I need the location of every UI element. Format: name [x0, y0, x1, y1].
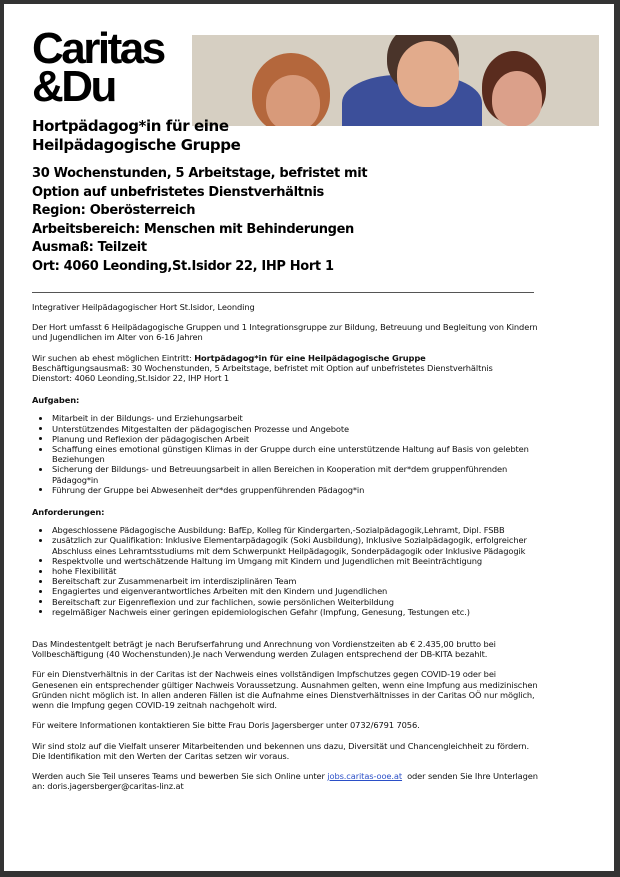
- fact-hours-1: 30 Wochenstunden, 5 Arbeitstage, befristet mit: [32, 166, 368, 181]
- covid-text: Für ein Dienstverhältnis in der Caritas ist der Nachweis eines vollständigen Impfschutzes gegen COVID-19 oder bei Genesenen ein entsprechender gültiger Nachweis Voraussetzung. Ausnahmen gelten, wenn eine Impfung aus medizinischen Gründen nicht möglich ist. In allen anderen Fällen ist die Aufnahme eines Dienstverhältnisses in der Caritas OÖ nur möglich, wenn die Impfung gegen COVID-19 zeitnah nachgeholt wird.: [32, 669, 538, 711]
- list-item: Unterstützendes Mitgestalten der pädagogischen Prozesse und Angebote: [52, 424, 542, 434]
- list-item: Bereitschaft zur Eigenreflexion und zur fachlichen, sowie persönlichen Weiterbildung: [52, 597, 542, 607]
- job-description: [32, 302, 542, 801]
- list-item: hohe Flexibilität: [52, 566, 542, 576]
- fact-hours-2: Option auf unbefristetes Dienstverhältnis: [32, 184, 324, 200]
- person-middle-face: [397, 41, 459, 107]
- fact-region: Region: Oberösterreich: [32, 203, 196, 219]
- fact-location: Ort: 4060 Leonding,St.Isidor 22, IHP Hort 1: [32, 258, 334, 274]
- tasks-list: [32, 413, 542, 495]
- salary-text: Das Mindestentgelt beträgt je nach Berufserfahrung und Anrechnung von Vordienstzeiten ab € 2.435,00 brutto bei Vollbeschäftigung (40 Wochenstunden).Je nach Verwendung werden Zulagen entsprechend der DB-KITA bezahlt.: [32, 639, 496, 660]
- list-item: Bereitschaft zur Zusammenarbeit im interdisziplinären Team: [52, 576, 542, 586]
- apply-text: [32, 771, 542, 791]
- description-text: Der Hort umfasst 6 Heilpädagogische Gruppen und 1 Integrationsgruppe zur Bildung, Betreuung und Begleitung von Kindern und Jugendlichen im Alter von 6-16 Jahren: [32, 322, 538, 343]
- logo-line-1: Caritas: [32, 24, 164, 73]
- caritas-logo: [32, 24, 164, 111]
- divider: [32, 292, 534, 293]
- search-prefix: Wir suchen ab ehest möglichen Eintritt:: [32, 352, 195, 363]
- apply-suffix: oder senden Sie Ihre Unterlagen an: doris.jagersberger@caritas-linz.at: [32, 770, 541, 792]
- fact-work-area: Arbeitsbereich: Menschen mit Behinderungen: [32, 221, 354, 237]
- person-left-face: [266, 75, 320, 126]
- job-title-line-1: Hortpädagog*in für eine: [32, 117, 229, 135]
- banner-photo: [192, 35, 599, 126]
- search-position: Hortpädagog*in für eine Heilpädagogische Gruppe: [194, 352, 426, 363]
- job-facts: [32, 165, 367, 277]
- list-item: Respektvolle und wertschätzende Haltung im Umgang mit Kindern und Jugendlichen mit Beeinträchtigung: [52, 556, 542, 566]
- tasks-heading: Aufgaben:: [32, 395, 80, 406]
- requirements-list: [32, 525, 542, 617]
- list-item: Engagiertes und eigenverantwortliches Arbeiten mit den Kindern und Jugendlichen: [52, 586, 542, 596]
- workplace: Dienstort: 4060 Leonding,St.Isidor 22, IHP Hort 1: [32, 373, 230, 384]
- list-item: Schaffung eines emotional günstigen Klimas in der Gruppe durch eine unterstützende Haltung auf Basis von gelebten Beziehungen: [52, 444, 542, 464]
- fact-extent: Ausmaß: Teilzeit: [32, 240, 147, 256]
- job-posting-page: [4, 4, 614, 871]
- job-title: [32, 117, 240, 155]
- list-item: zusätzlich zur Qualifikation: Inklusive Elementarpädagogik (Soki Ausbildung), Inklusive Sozialpädagogik, erfolgreicher Abschluss eines Lehramtsstudiums mit dem Schwerpunkt Heilpädagogik, Sonderpädagogik oder Inklusive Pädagogik: [52, 535, 542, 555]
- list-item: Mitarbeit in der Bildungs- und Erziehungsarbeit: [52, 413, 542, 423]
- person-right-face: [492, 71, 542, 126]
- contact-text: Für weitere Informationen kontaktieren Sie bitte Frau Doris Jagersberger unter 0732/6791 7056.: [32, 720, 420, 731]
- list-item: Führung der Gruppe bei Abwesenheit der*des gruppenführenden Pädagog*in: [52, 485, 542, 495]
- intro-text: Integrativer Heilpädagogischer Hort St.Isidor, Leonding: [32, 302, 255, 312]
- list-item: Sicherung der Bildungs- und Betreuungsarbeit in allen Bereichen in Kooperation mit der*dem gruppenführenden Pädagog*in: [52, 464, 542, 484]
- job-title-line-2: Heilpädagogische Gruppe: [32, 136, 241, 154]
- list-item: regelmäßiger Nachweis einer geringen epidemiologischen Gefahr (Impfung, Genesung, Testungen etc.): [52, 607, 542, 617]
- diversity-text: Wir sind stolz auf die Vielfalt unserer Mitarbeitenden und bekennen uns dazu, Diversität und Chancengleichheit zu fördern. Die Identifikation mit den Werten der Caritas setzen wir voraus.: [32, 740, 529, 761]
- list-item: Abgeschlossene Pädagogische Ausbildung: BafEp, Kolleg für Kindergarten,-Sozialpädagogik,Lehramt, Dipl. FSBB: [52, 525, 542, 535]
- list-item: Planung und Reflexion der pädagogischen Arbeit: [52, 434, 542, 444]
- search-block: [32, 353, 542, 384]
- employment-extent: Beschäftigungsausmaß: 30 Wochenstunden, 5 Arbeitstage, befristet mit Option auf unbefristetes Dienstverhältnis: [32, 362, 493, 373]
- requirements-heading: Anforderungen:: [32, 507, 105, 518]
- apply-prefix: Werden auch Sie Teil unseres Teams und bewerben Sie sich Online unter: [32, 770, 328, 781]
- logo-line-2: &Du: [32, 62, 115, 111]
- jobs-link[interactable]: jobs.caritas-ooe.at: [327, 770, 403, 781]
